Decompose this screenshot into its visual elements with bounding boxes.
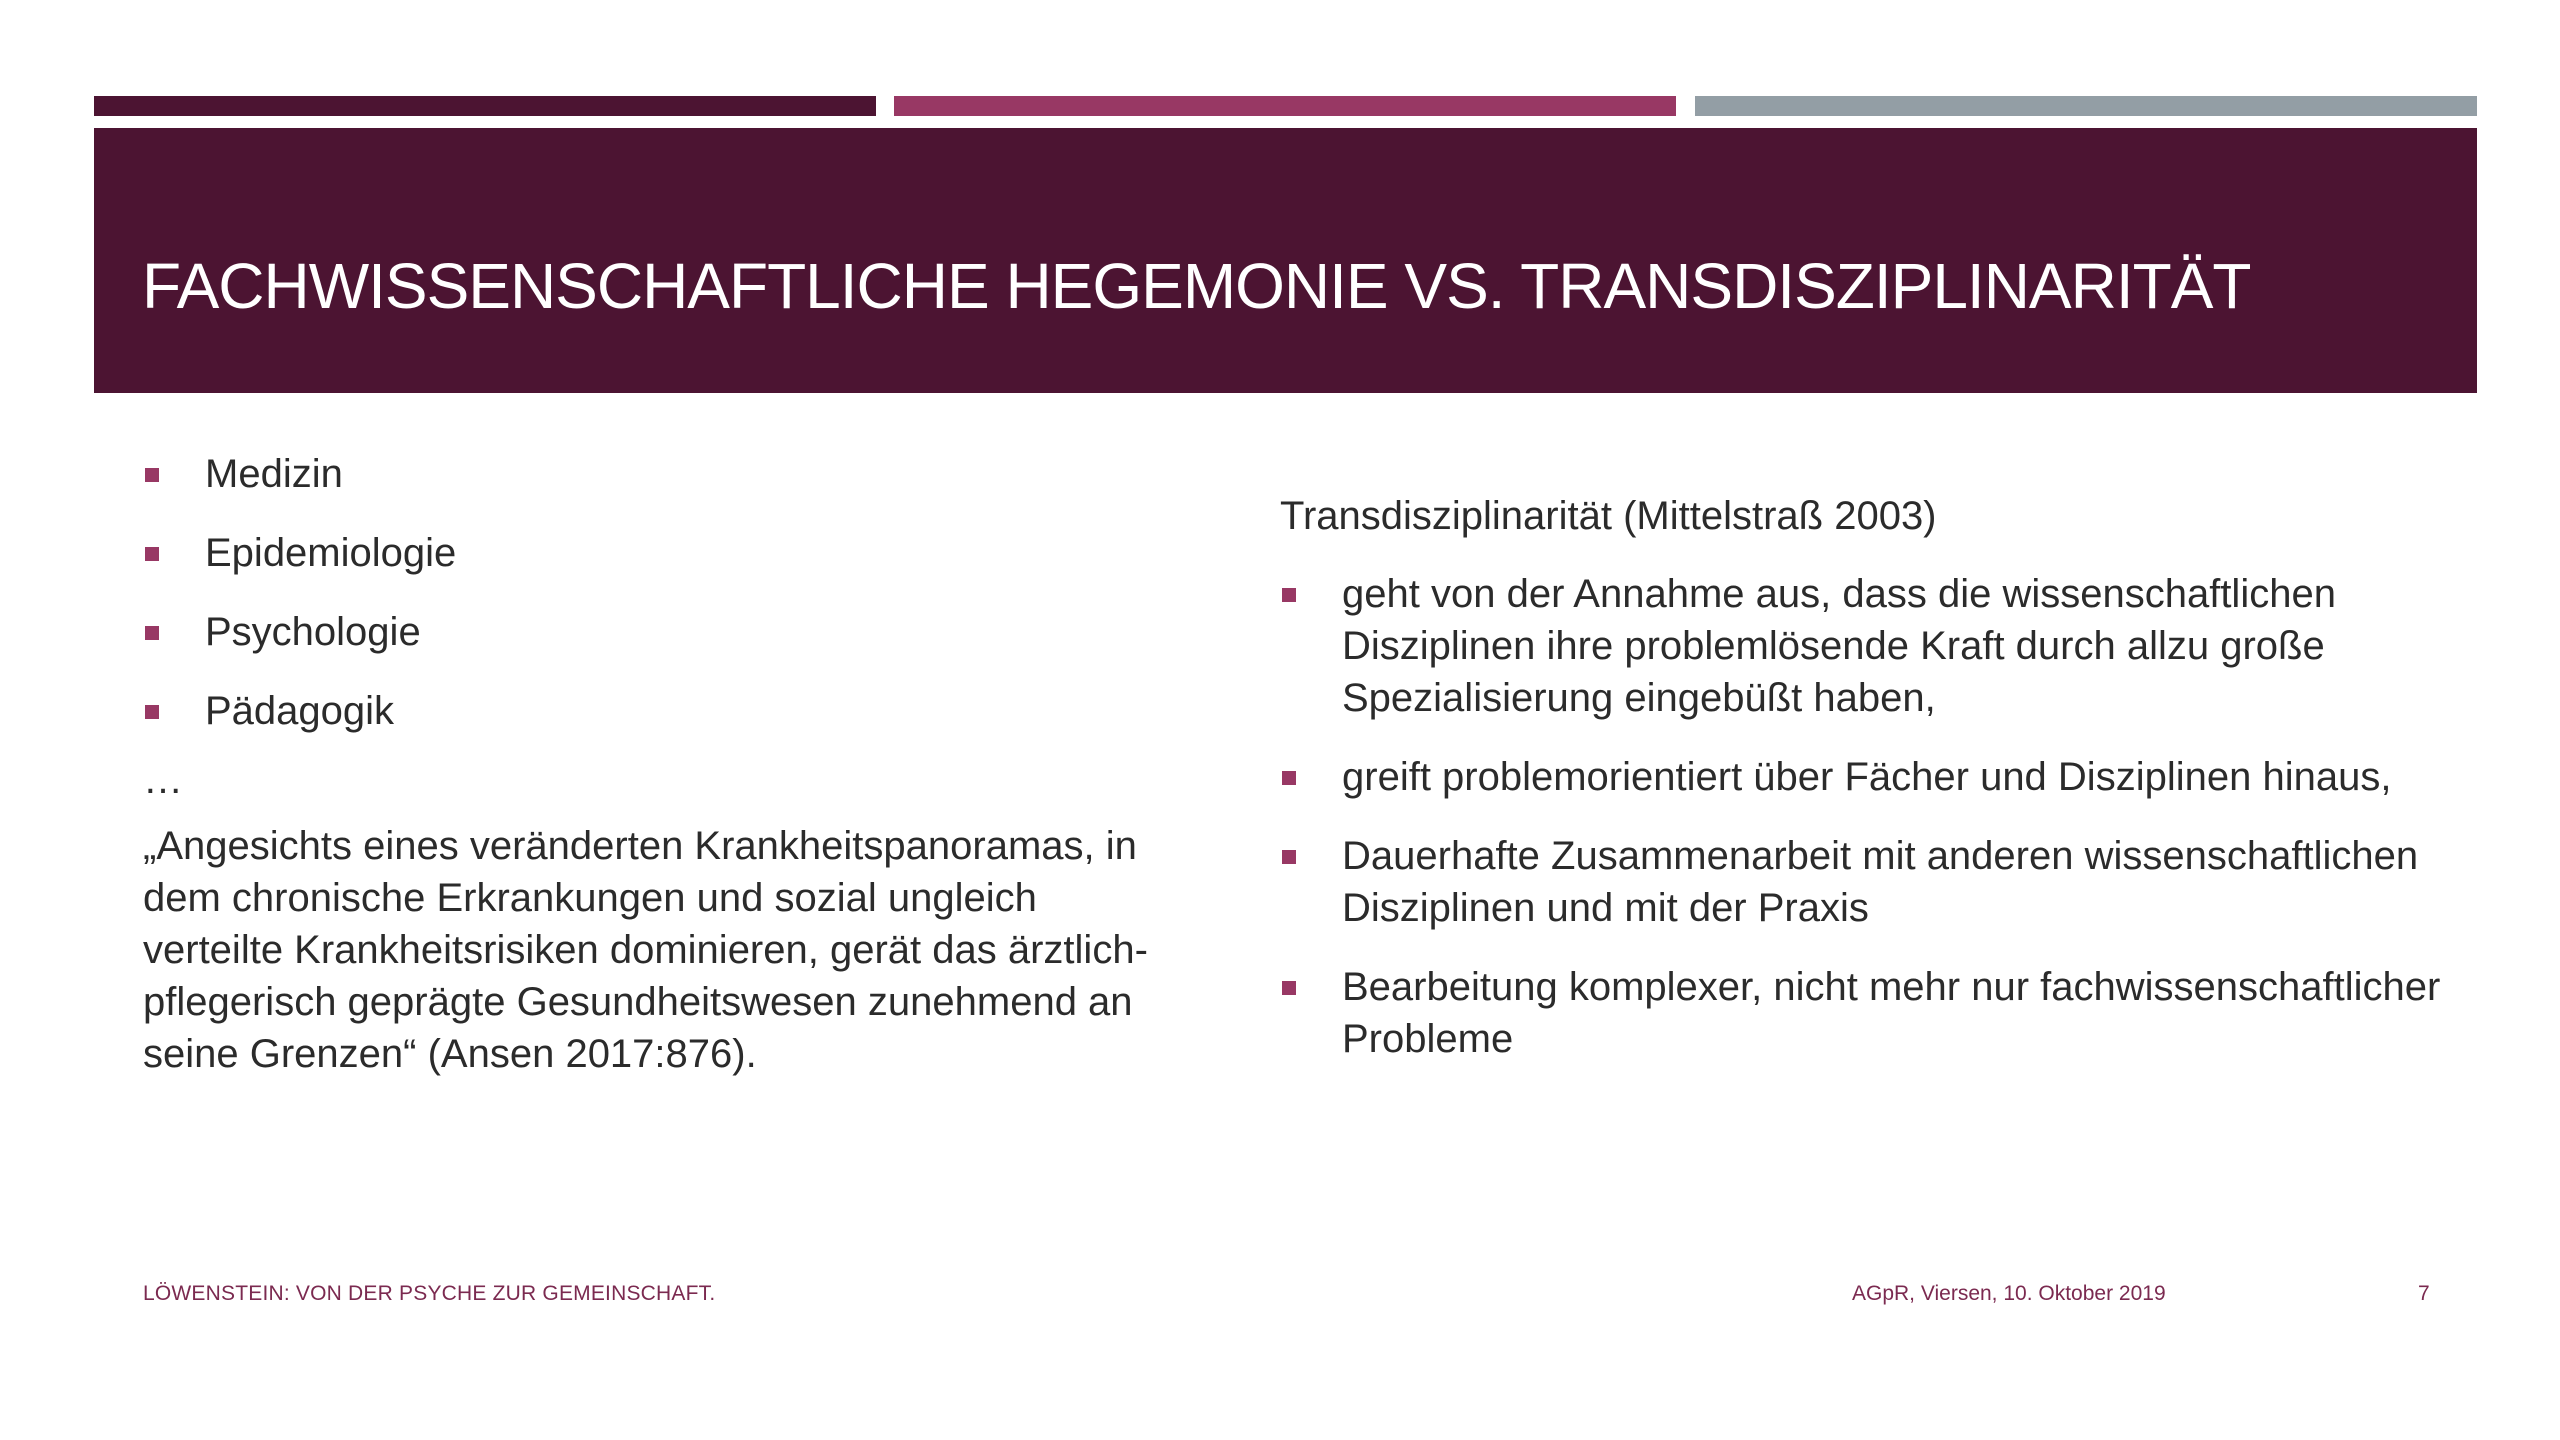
slide-title: FACHWISSENSCHAFTLICHE HEGEMONIE VS. TRANSDISZIPLINARITÄT bbox=[142, 249, 2251, 322]
right-column bbox=[1280, 490, 2460, 1092]
square-bullet-icon bbox=[1282, 771, 1296, 785]
accent-bar-gray bbox=[1695, 96, 2477, 116]
list-item-text: Medizin bbox=[205, 452, 343, 496]
footer-presentation-title: LÖWENSTEIN: VON DER PSYCHE ZUR GEMEINSCHAFT. bbox=[143, 1282, 716, 1305]
list-item-text: Pädagogik bbox=[205, 689, 395, 733]
quote-paragraph: „Angesichts eines veränderten Krankheitspanoramas, in dem chronische Erkrankungen und sozial ungleich verteilte Krankheitsrisiken dominieren, gerät das ärztlich-pflegerisch geprägte Gesundheitswesen zunehmend an seine Grenzen“ (Ansen 2017:876). bbox=[143, 824, 1148, 1076]
square-bullet-icon bbox=[145, 547, 159, 561]
accent-bar-magenta bbox=[894, 96, 1676, 116]
footer-event-date: AGpR, Viersen, 10. Oktober 2019 bbox=[1852, 1282, 2166, 1305]
list-item bbox=[143, 527, 1183, 579]
list-item bbox=[1280, 961, 2460, 1065]
square-bullet-icon bbox=[145, 705, 159, 719]
square-bullet-icon bbox=[145, 626, 159, 640]
accent-bar-dark bbox=[94, 96, 876, 116]
list-item bbox=[1280, 568, 2460, 724]
ellipsis-text: … bbox=[143, 758, 183, 802]
left-column bbox=[143, 448, 1183, 1080]
list-item-text: geht von der Annahme aus, dass die wissenschaftlichen Disziplinen ihre problemlösende Kraft durch allzu große Spezialisierung eingebüßt haben, bbox=[1342, 572, 2336, 720]
title-band bbox=[94, 128, 2477, 393]
list-item bbox=[143, 606, 1183, 658]
list-item-text: Epidemiologie bbox=[205, 531, 457, 575]
list-item-text: Dauerhafte Zusammenarbeit mit anderen wissenschaftlichen Disziplinen und mit der Praxis bbox=[1342, 834, 2419, 930]
list-item bbox=[143, 448, 1183, 500]
square-bullet-icon bbox=[1282, 588, 1296, 602]
list-item-text: Psychologie bbox=[205, 610, 421, 654]
square-bullet-icon bbox=[1282, 981, 1296, 995]
square-bullet-icon bbox=[145, 468, 159, 482]
transdisciplinarity-list bbox=[1280, 568, 2460, 1065]
list-item bbox=[1280, 751, 2460, 803]
list-item-text: greift problemorientiert über Fächer und Disziplinen hinaus, bbox=[1342, 755, 2392, 799]
transdisciplinarity-heading: Transdisziplinarität (Mittelstraß 2003) bbox=[1280, 494, 1937, 538]
page-number: 7 bbox=[2418, 1282, 2430, 1305]
list-item bbox=[143, 685, 1183, 737]
square-bullet-icon bbox=[1282, 850, 1296, 864]
list-item-text: Bearbeitung komplexer, nicht mehr nur fachwissenschaftlicher Probleme bbox=[1342, 965, 2441, 1061]
list-item bbox=[1280, 830, 2460, 934]
discipline-list bbox=[143, 448, 1183, 737]
